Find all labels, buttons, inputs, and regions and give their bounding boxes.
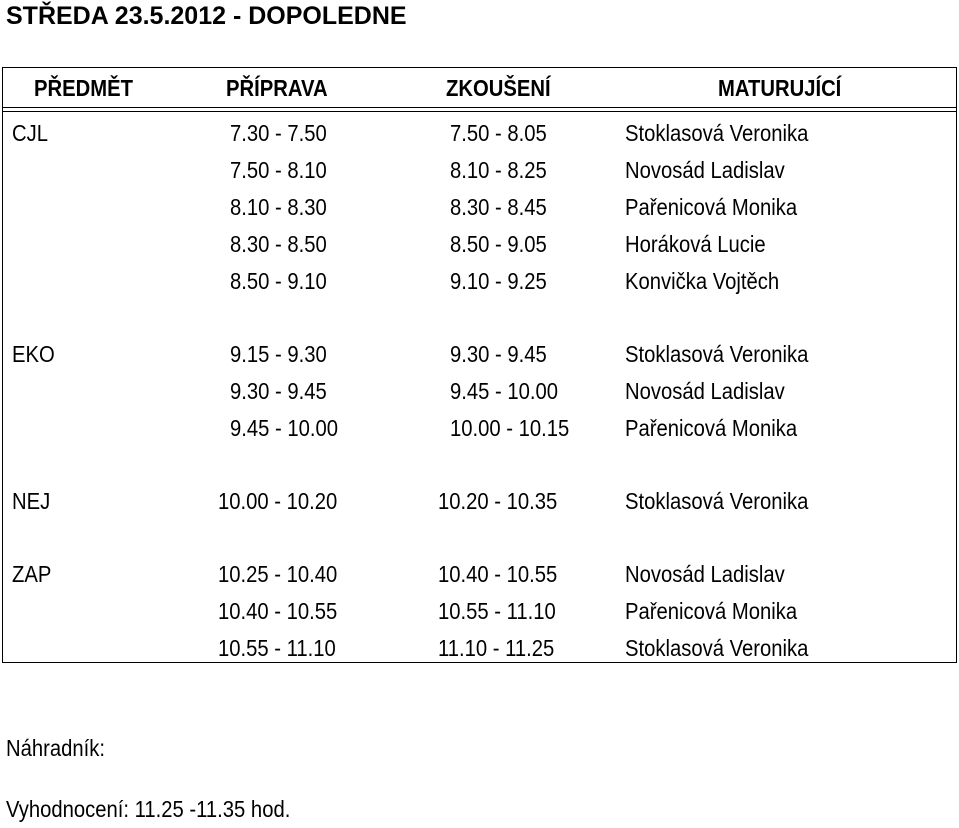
exam-time: 10.20 - 10.35 — [438, 488, 558, 514]
student-name: Pařenicová Monika — [625, 194, 798, 220]
student-name: Konvička Vojtěch — [625, 268, 780, 294]
student-name: Stoklasová Veronika — [625, 120, 809, 146]
exam-time: 7.50 - 8.05 — [450, 120, 547, 146]
prep-time: 9.45 - 10.00 — [230, 415, 339, 441]
student-name: Pařenicová Monika — [625, 598, 798, 624]
subject-label: CJL — [12, 120, 48, 146]
subject-label: EKO — [12, 341, 55, 367]
substitute-label: Náhradník: — [6, 735, 106, 761]
prep-time: 10.25 - 10.40 — [218, 561, 338, 587]
subject-label: ZAP — [12, 561, 52, 587]
student-name: Stoklasová Veronika — [625, 635, 809, 661]
prep-time: 8.50 - 9.10 — [230, 268, 327, 294]
exam-time: 10.55 - 11.10 — [438, 598, 556, 624]
prep-time: 10.40 - 10.55 — [218, 598, 338, 624]
header-divider-double — [2, 111, 957, 112]
prep-time: 7.50 - 8.10 — [230, 157, 327, 183]
prep-time: 7.30 - 7.50 — [230, 120, 327, 146]
student-name: Novosád Ladislav — [625, 561, 785, 587]
subject-label: NEJ — [12, 488, 51, 514]
student-name: Novosád Ladislav — [625, 157, 785, 183]
exam-time: 9.45 - 10.00 — [450, 378, 559, 404]
student-name: Pařenicová Monika — [625, 415, 798, 441]
prep-time: 8.10 - 8.30 — [230, 194, 327, 220]
exam-time: 8.50 - 9.05 — [450, 231, 547, 257]
header-preparation: PŘÍPRAVA — [226, 75, 328, 101]
prep-time: 10.00 - 10.20 — [218, 488, 338, 514]
student-name: Stoklasová Veronika — [625, 488, 809, 514]
exam-time: 9.10 - 9.25 — [450, 268, 547, 294]
evaluation-label: Vyhodnocení: 11.25 -11.35 hod. — [6, 796, 291, 822]
exam-time: 9.30 - 9.45 — [450, 341, 547, 367]
header-exam: ZKOUŠENÍ — [446, 75, 551, 101]
exam-time: 8.30 - 8.45 — [450, 194, 547, 220]
exam-time: 10.40 - 10.55 — [438, 561, 558, 587]
exam-time: 10.00 - 10.15 — [450, 415, 570, 441]
page-title: STŘEDA 23.5.2012 - DOPOLEDNE — [6, 2, 407, 30]
prep-time: 8.30 - 8.50 — [230, 231, 327, 257]
header-student: MATURUJÍCÍ — [718, 75, 842, 101]
student-name: Novosád Ladislav — [625, 378, 785, 404]
prep-time: 9.30 - 9.45 — [230, 378, 327, 404]
student-name: Stoklasová Veronika — [625, 341, 809, 367]
header-divider — [2, 107, 957, 108]
exam-time: 11.10 - 11.25 — [438, 635, 555, 661]
prep-time: 9.15 - 9.30 — [230, 341, 327, 367]
student-name: Horáková Lucie — [625, 231, 766, 257]
header-subject: PŘEDMĚT — [34, 75, 133, 101]
prep-time: 10.55 - 11.10 — [218, 635, 336, 661]
exam-time: 8.10 - 8.25 — [450, 157, 547, 183]
